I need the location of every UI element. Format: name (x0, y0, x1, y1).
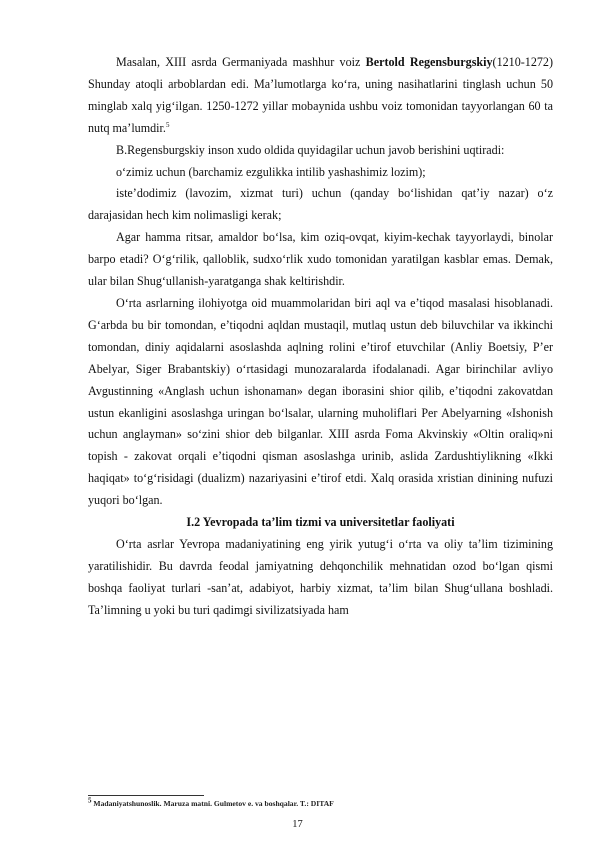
paragraph-6: O‘rta asrlarning ilohiyotga oid muammolaridan biri aql va e’tiqod masalasi hisoblanadi. G‘arbda bu bir tomondan, e’tiqodni aqldan mustaqil, mutlaq ustun deb biluvchilar va ikkinchi tomondan, diniy aqidalarni asoslashda aqlning rolini e’tirof etuvchilar (Anliy Boetsiy, P’er Abelyar, Siger Brabantskiy) o‘rtasidagi munozaralarda ifodalanadi. Agar birinchilar avliyo Avgustinning «Anglash uchun ishonaman» degan iborasini shior qilib, e’tiqodni zakovatdan ustun ekanligini asoslashga uringan bo‘lsalar, ularning muholiflari Per Abelyarning «Ishonish uchun anglayman» so‘zini shior deb bilganlar. XIII asrda Foma Akvinskiy «Oltin oraliq»ni topish - zakovat orqali e’tiqodni qisman asoslashga urinib, aslida Zardushtiylikning «Ikki haqiqat» to‘g‘risidagi (dualizm) nazariyasini e’tirof etdi. Xalq orasida xristian dinining nufuzi yuqori bo‘lgan. (88, 295, 553, 508)
footnote-reference[interactable]: 5 (165, 120, 170, 129)
paragraph-2: B.Regensburgskiy inson xudo oldida quyidagilar uchun javob berishini uqtiradi: (116, 142, 505, 157)
footnote-text: Madaniyatshunoslik. Maruza matni. Gulmetov e. va boshqalar. T.: DITAF (91, 799, 334, 808)
paragraph-3: o‘zimiz uchun (barchamiz ezgulikka intilib yashashimiz lozim); (116, 164, 426, 179)
footnote-divider (88, 795, 204, 796)
page-number: 17 (292, 819, 303, 830)
footnote (88, 798, 553, 809)
body-text (88, 52, 553, 622)
paragraph-5: Agar hamma ritsar, amaldor bo‘lsa, kim oziq-ovqat, kiyim-kechak tayyorlaydi, binolar barpo etadi? O‘g‘rilik, qalloblik, sudxo‘rlik xudo tomonidan yaratilgan kasblar emas. Demak, ular bilan Shug‘ullanish-yaratganga shak keltirishdir. (88, 230, 553, 289)
paragraph-1-start: Masalan, XIII asrda Germaniyada mashhur voiz (116, 55, 366, 69)
section-heading: I.2 Yevropada ta’lim tizmi va universitetlar faoliyati (186, 515, 455, 530)
paragraph-4: iste’dodimiz (lavozim, xizmat turi) uchun (qanday bo‘lishidan qat’iy nazar) o‘z darajasidan hech kim nolimasligi kerak; (88, 186, 553, 223)
paragraph-1-rest: (1210-1272) Shunday atoqli arboblardan edi. Ma’lumotlarga ko‘ra, uning nasihatlarini tinglash uchun 50 minglab xalq yig‘ilgan. 1250-1272 yillar mobaynida ushbu voiz tomonidan tayyorlangan 60 ta nutq ma’lumdir. (88, 55, 554, 135)
paragraph-1 (88, 52, 553, 140)
paragraph-7: O‘rta asrlar Yevropa madaniyatining eng yirik yutug‘i o‘rta va oliy ta’lim tizimining yaratilishidir. Bu davrda feodal jamiyatning dehqonchilik mehnatidan ozod bo‘lgan qismi boshqa faoliyat turlari -san’at, adabiyot, harbiy xizmat, ta’lim bilan Shug‘ullana boshladi. Ta’limning u yoki bu turi qadimgi sivilizatsiyada ham (88, 536, 553, 617)
footnote-number: 5 (88, 796, 92, 805)
author-name: Bertold Regensburgskiy (365, 55, 493, 69)
